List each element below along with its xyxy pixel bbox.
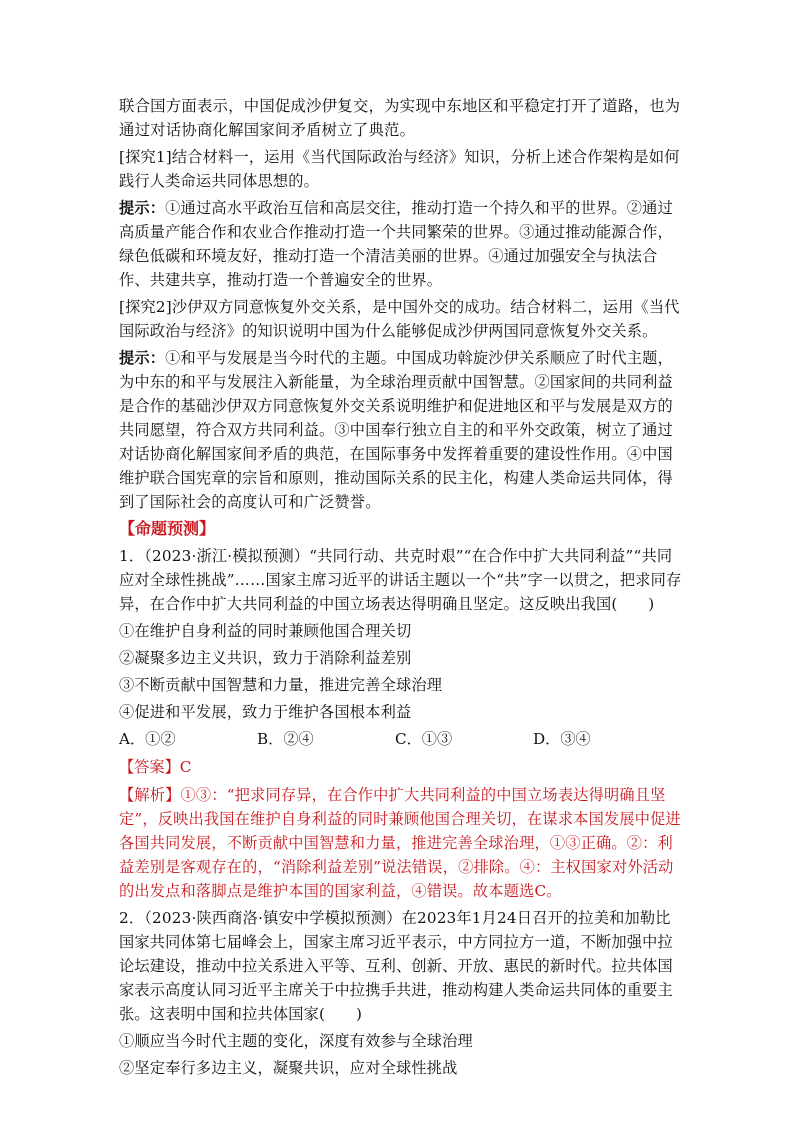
option-b: B．②④ xyxy=(257,730,314,748)
material-intro: 联合国方面表示，中国促成沙伊复交，为实现中东地区和平稳定打开了道路，也为通过对话协商化解国家间矛盾树立了典范。 xyxy=(119,97,681,139)
option-c: C．①③ xyxy=(395,730,453,748)
question-1-stem: 1．（2023·浙江·模拟预测）“共同行动、共克时艰”“在合作中扩大共同利益”“共同应对全球性挑战”……国家主席习近平的讲话主题以一个“共”字一以贯之，把求同存异，在合作中扩大共同利益的中国立场表达得明确且坚定。这反映出我国( ) xyxy=(119,547,682,613)
explore-1-hint-text: ①通过高水平政治互信和高层交往，推动打造一个持久和平的世界。②通过高质量产能合作和农业合作推动打造一个共同繁荣的世界。③通过推动能源合作，绿色低碳和环境友好，推动打造一个清洁美丽的世界。④通过加强安全与执法合作、共建共享，推动打造一个普遍安全的世界。 xyxy=(119,199,673,289)
question-1-item-4: ④促进和平发展，致力于维护各国根本利益 xyxy=(119,703,412,721)
explore-1-tag: [探究1] xyxy=(119,148,172,166)
explore-2-tag: [探究2] xyxy=(119,298,172,316)
question-1-item-2: ②凝聚多边主义共识，致力于消除利益差别 xyxy=(119,649,412,667)
explore-2-hint-label: 提示： xyxy=(119,349,166,367)
question-1-item-1: ①在维护自身利益的同时兼顾他国合理关切 xyxy=(119,622,412,640)
question-1-item-3: ③不断贡献中国智慧和力量，推进完善全球治理 xyxy=(119,676,443,694)
option-a: A．①② xyxy=(119,730,176,748)
section-title-prediction: 【命题预测】 xyxy=(119,519,216,538)
question-2-item-1: ①顺应当今时代主题的变化，深度有效参与全球治理 xyxy=(119,1032,473,1050)
question-1-answer: 【答案】C xyxy=(119,758,192,776)
question-1-analysis: 【解析】①③：“把求同存异，在合作中扩大共同利益的中国立场表达得明确且坚定”，反映出我国在维护自身利益的同时兼顾他国合理关切，在谋求本国发展中促进各国共同发展，不断贡献中国智慧和力量，推进完善全球治理，①③正确。②：利益差别是客观存在的，“消除利益差别”说法错误，②排除。④：主权国家对外活动的出发点和落脚点是维护本国的国家利益，④错误。故本题选C。 xyxy=(119,786,681,900)
explore-1-text: 结合材料一，运用《当代国际政治与经济》知识，分析上述合作架构是如何践行人类命运共同体思想的。 xyxy=(119,148,680,190)
explore-2-hint-text: ①和平与发展是当今时代的主题。中国成功斡旋沙伊关系顺应了时代主题，为中东的和平与发展注入新能量，为全球治理贡献中国智慧。②国家间的共同利益是合作的基础沙伊双方同意恢复外交关系说明维护和促进地区和平与发展是双方的共同愿望，符合双方共同利益。③中国奉行独立自主的和平外交政策，树立了通过对话协商化解国家间矛盾的典范，在国际事务中发挥着重要的建设性作用。④中国维护联合国宪章的宗旨和原则，推动国际关系的民主化，构建人类命运共同体，得到了国际社会的高度认可和广泛赞誉。 xyxy=(119,349,673,511)
explore-1-hint xyxy=(119,196,684,292)
question-1-options xyxy=(119,727,684,751)
question-2-item-2: ②坚定奉行多边主义，凝聚共识，应对全球性挑战 xyxy=(119,1059,458,1077)
page-content xyxy=(119,94,684,1083)
option-d: D．③④ xyxy=(533,730,591,748)
explore-2-text: 沙伊双方同意恢复外交关系，是中国外交的成功。结合材料二，运用《当代国际政治与经济》的知识说明中国为什么能够促成沙伊两国同意恢复外交关系。 xyxy=(119,298,680,340)
explore-2-hint xyxy=(119,346,684,514)
explore-1-hint-label: 提示： xyxy=(119,199,166,217)
explore-1-question xyxy=(119,145,684,193)
question-2-stem: 2．（2023·陕西商洛·镇安中学模拟预测）在2023年1月24日召开的拉美和加勒比国家共同体第七届峰会上，国家主席习近平表示，中方同拉方一道，不断加强中拉论坛建设，推动中拉关系进入平等、互利、创新、开放、惠民的新时代。拉共体国家表示高度认同习近平主席关于中拉携手共进，推动构建人类命运共同体的重要主张。这表明中国和拉共体国家( ) xyxy=(119,909,673,1023)
explore-2-question xyxy=(119,295,684,343)
